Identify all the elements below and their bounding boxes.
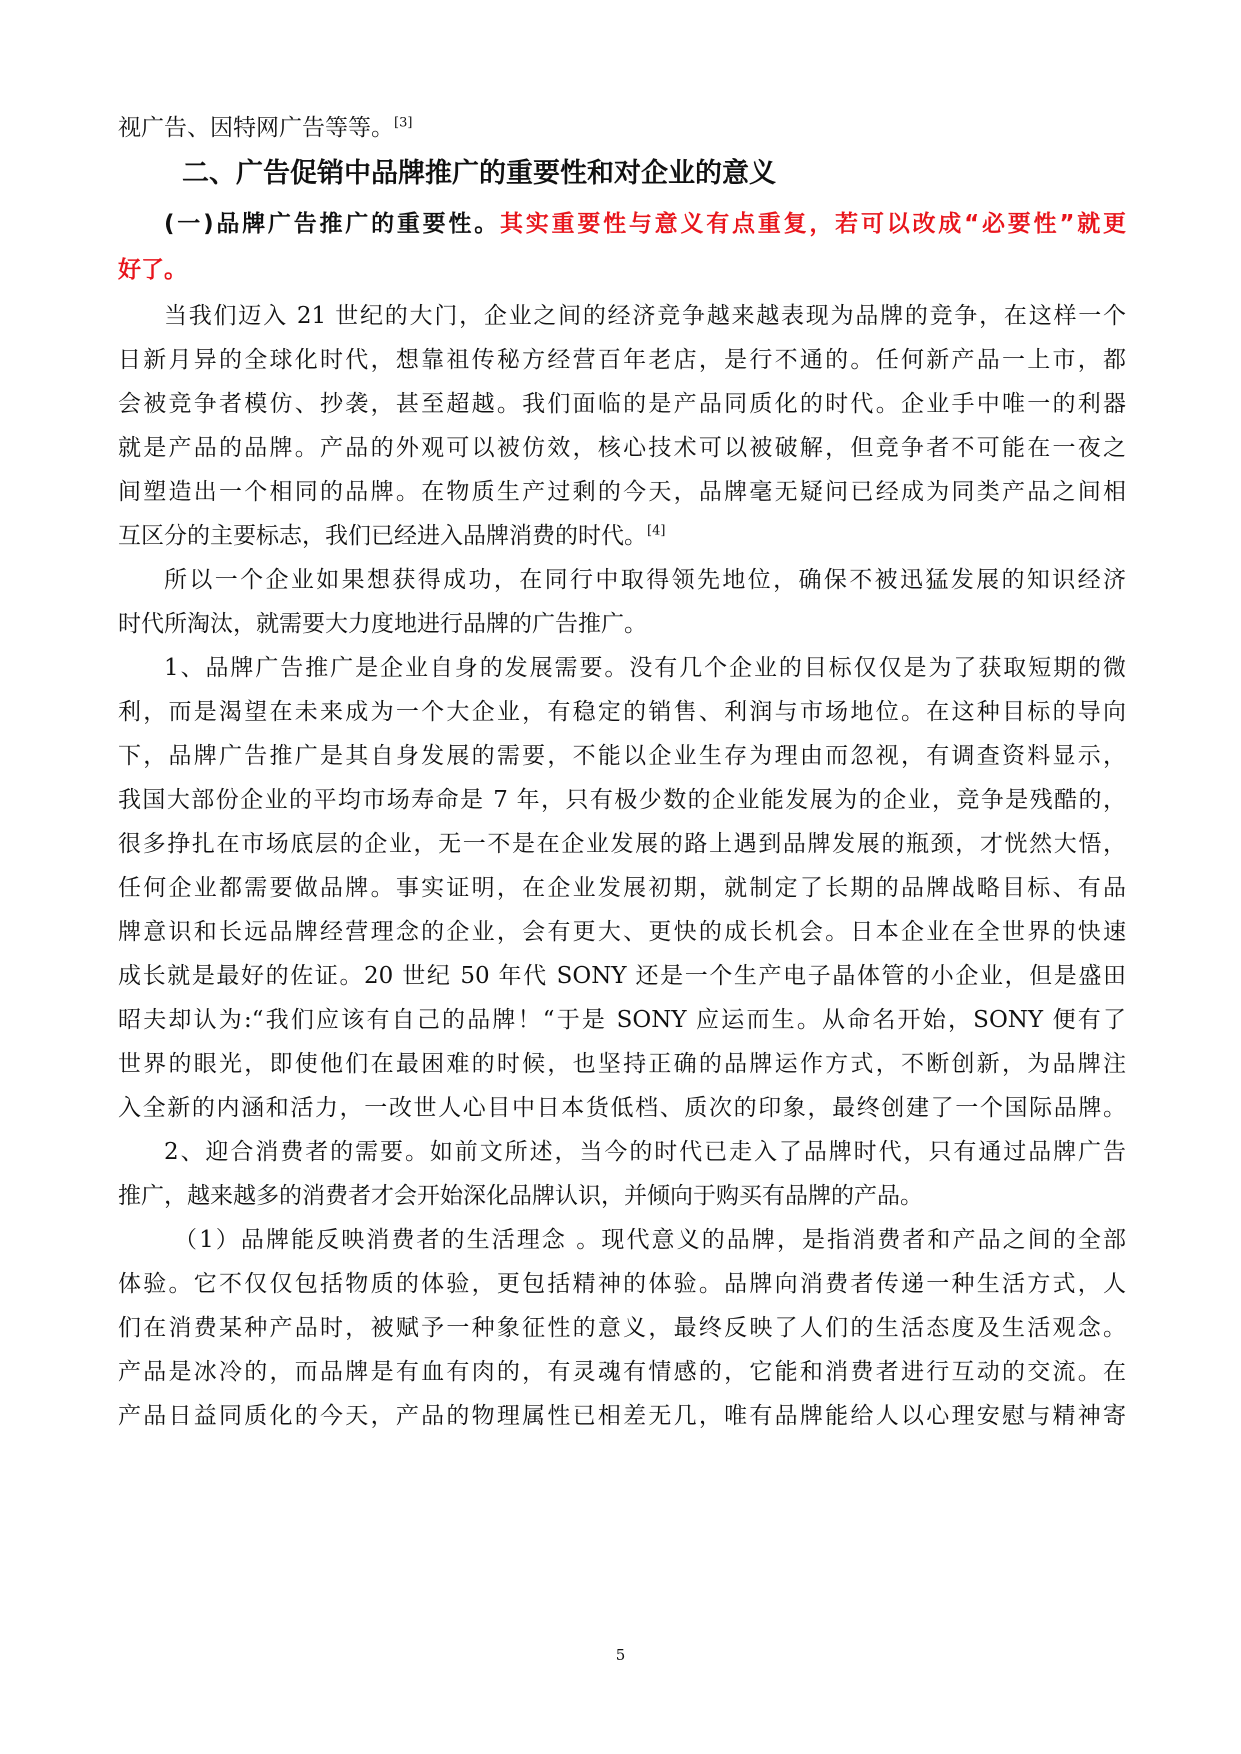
- paragraph-line: 世界的眼光，即使他们在最困难的时候，也坚持正确的品牌运作方式，不断创新，为品牌注: [118, 1051, 1126, 1077]
- paragraph-self-development: [118, 652, 1126, 1136]
- paragraph-line: 成长就是最好的佐证。20 世纪 50 年代 SONY 还是一个生产电子晶体管的小企业，但是盛田: [118, 963, 1126, 989]
- paragraph-line: 会被竞争者模仿、抄袭，甚至超越。我们面临的是产品同质化的时代。企业手中唯一的利器: [118, 391, 1126, 417]
- paragraph-line: 体验。它不仅仅包括物质的体验，更包括精神的体验。品牌向消费者传递一种生活方式，人: [118, 1271, 1126, 1297]
- paragraph-line: 推广，越来越多的消费者才会开始深化品牌认识，并倾向于购买有品牌的产品。: [118, 1183, 923, 1209]
- document-page: [118, 112, 1126, 1444]
- paragraph-line: 利，而是渴望在未来成为一个大企业，有稳定的销售、利润与市场地位。在这种目标的导向: [118, 699, 1126, 725]
- paragraph-line: 昭夫却认为:“我们应该有自己的品牌！“于是 SONY 应运而生。从命名开始，SONY 便有了: [118, 1007, 1126, 1033]
- paragraph-lifestyle: [118, 1224, 1126, 1444]
- page-number: 5: [615, 1646, 626, 1664]
- paragraph-line: （1）品牌能反映消费者的生活理念 。现代意义的品牌，是指消费者和产品之间的全部: [174, 1227, 1126, 1253]
- paragraph-line: 当我们迈入 21 世纪的大门，企业之间的经济竞争越来越表现为品牌的竞争，在这样一个: [164, 303, 1126, 329]
- paragraph-line: 就是产品的品牌。产品的外观可以被仿效，核心技术可以被破解，但竞争者不可能在一夜之: [118, 435, 1126, 461]
- review-comment-continued: 好了。: [118, 257, 187, 283]
- paragraph-line: 所以一个企业如果想获得成功，在同行中取得领先地位，确保不被迅猛发展的知识经济: [164, 567, 1126, 593]
- paragraph-line: 下，品牌广告推广是其自身发展的需要，不能以企业生存为理由而忽视，有调查资料显示，: [118, 743, 1126, 769]
- paragraph-line: 任何企业都需要做品牌。事实证明，在企业发展初期，就制定了长期的品牌战略目标、有品: [118, 875, 1126, 901]
- paragraph-line: 1、品牌广告推广是企业自身的发展需要。没有几个企业的目标仅仅是为了获取短期的微: [164, 655, 1126, 681]
- paragraph-line: 产品日益同质化的今天，产品的物理属性已相差无几，唯有品牌能给人以心理安慰与精神寄: [118, 1403, 1126, 1429]
- paragraph-line: 产品是冰冷的，而品牌是有血有肉的，有灵魂有情感的，它能和消费者进行互动的交流。在: [118, 1359, 1126, 1385]
- reference-mark: [4]: [647, 523, 666, 539]
- subsection-heading: [118, 208, 1126, 254]
- review-comment: 其实重要性与意义有点重复，若可以改成“必要性”就更: [499, 211, 1126, 237]
- paragraph-success: [118, 564, 1126, 652]
- paragraph-line: 日新月异的全球化时代，想靠祖传秘方经营百年老店，是行不通的。任何新产品一上市，都: [118, 347, 1126, 373]
- paragraph-line: 我国大部份企业的平均市场寿命是 7 年，只有极少数的企业能发展为的企业，竞争是残酷的，: [118, 787, 1126, 813]
- subsection-label: (一)品牌广告推广的重要性。: [164, 211, 500, 237]
- paragraph-brand-competition: [118, 300, 1126, 564]
- paragraph-consumer-needs: [118, 1136, 1126, 1224]
- paragraph-line: 很多挣扎在市场底层的企业，无一不是在企业发展的路上遇到品牌发展的瓶颈，才恍然大悟，: [118, 831, 1126, 857]
- paragraph-text: 互区分的主要标志，我们已经进入品牌消费的时代。: [118, 523, 647, 549]
- paragraph-line: 2、迎合消费者的需要。如前文所述，当今的时代已走入了品牌时代，只有通过品牌广告: [164, 1139, 1126, 1165]
- paragraph-line: 牌意识和长远品牌经营理念的企业，会有更大、更快的成长机会。日本企业在全世界的快速: [118, 919, 1126, 945]
- paragraph-line: [118, 520, 1126, 564]
- paragraph-line: 时代所淘汰，就需要大力度地进行品牌的广告推广。: [118, 611, 647, 637]
- reference-mark: [3]: [394, 115, 413, 131]
- carry-over-line: [118, 112, 1126, 156]
- carry-over-text: 视广告、因特网广告等等。: [118, 115, 394, 141]
- paragraph-line: 入全新的内涵和活力，一改世人心目中日本货低档、质次的印象，最终创建了一个国际品牌。: [118, 1095, 1126, 1121]
- paragraph-line: 们在消费某种产品时，被赋予一种象征性的意义，最终反映了人们的生活态度及生活观念。: [118, 1315, 1126, 1341]
- section-heading: 二、广告促销中品牌推广的重要性和对企业的意义: [182, 158, 776, 189]
- paragraph-line: 间塑造出一个相同的品牌。在物质生产过剩的今天，品牌毫无疑问已经成为同类产品之间相: [118, 479, 1126, 505]
